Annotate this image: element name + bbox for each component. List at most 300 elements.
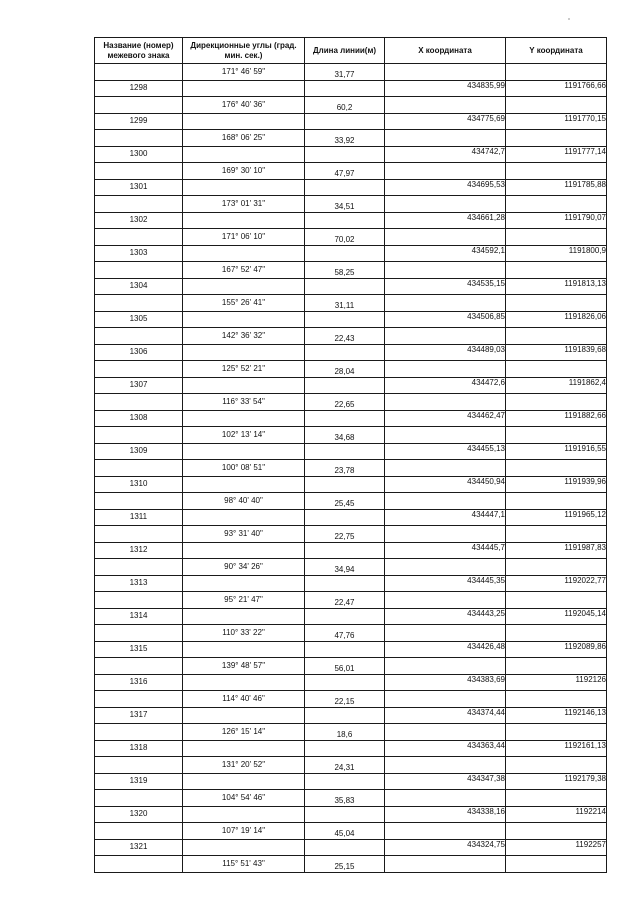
segment-row [95,592,607,609]
segment-angle: 100° 08' 51" [183,460,305,477]
mark-angle-cell [183,179,305,196]
mark-name: 1302 [95,212,183,229]
segment-name-cell [95,64,183,81]
segment-length: 34,94 [305,559,385,576]
segment-x-cell [385,130,506,147]
mark-length-cell [305,146,385,163]
mark-y: 1192146,13 [506,707,607,724]
header-y: Y координата [506,38,607,64]
segment-row [95,130,607,147]
mark-y: 1191766,66 [506,80,607,97]
mark-length-cell [305,443,385,460]
segment-x-cell [385,163,506,180]
segment-x-cell [385,394,506,411]
mark-row [95,740,607,757]
mark-row [95,212,607,229]
mark-length-cell [305,377,385,394]
segment-row [95,229,607,246]
segment-length: 24,31 [305,757,385,774]
segment-angle: 107° 19' 14" [183,823,305,840]
segment-x-cell [385,724,506,741]
mark-length-cell [305,179,385,196]
mark-angle-cell [183,641,305,658]
segment-x-cell [385,295,506,312]
mark-angle-cell [183,773,305,790]
segment-y-cell [506,493,607,510]
scan-speck [568,18,570,20]
segment-row [95,295,607,312]
segment-angle: 139° 48' 57" [183,658,305,675]
mark-row [95,674,607,691]
segment-x-cell [385,592,506,609]
mark-length-cell [305,278,385,295]
segment-x-cell [385,427,506,444]
segment-angle: 126° 15' 14" [183,724,305,741]
segment-y-cell [506,526,607,543]
segment-name-cell [95,823,183,840]
mark-length-cell [305,773,385,790]
segment-name-cell [95,262,183,279]
mark-angle-cell [183,311,305,328]
mark-angle-cell [183,839,305,856]
segment-row [95,97,607,114]
segment-angle: 98° 40' 40" [183,493,305,510]
header-angles: Дирекционные углы (град. мин. сек.) [183,38,305,64]
segment-x-cell [385,625,506,642]
segment-angle: 110° 33' 22" [183,625,305,642]
mark-y: 1191939,96 [506,476,607,493]
mark-length-cell [305,674,385,691]
mark-name: 1305 [95,311,183,328]
segment-y-cell [506,856,607,873]
mark-row [95,707,607,724]
mark-x: 434363,44 [385,740,506,757]
segment-angle: 176° 40' 36" [183,97,305,114]
mark-y: 1191770,15 [506,113,607,130]
boundary-marks-table [94,37,607,873]
segment-angle: 114° 40' 46" [183,691,305,708]
mark-name: 1298 [95,80,183,97]
segment-y-cell [506,262,607,279]
mark-row [95,146,607,163]
segment-row [95,196,607,213]
mark-row [95,542,607,559]
mark-row [95,377,607,394]
mark-name: 1312 [95,542,183,559]
segment-x-cell [385,658,506,675]
mark-x: 434472,6 [385,377,506,394]
mark-x: 434661,28 [385,212,506,229]
segment-length: 22,15 [305,691,385,708]
mark-x: 434447,1 [385,509,506,526]
mark-row [95,344,607,361]
segment-row [95,361,607,378]
coordinates-sheet [94,37,606,873]
segment-row [95,625,607,642]
mark-name: 1314 [95,608,183,625]
mark-row [95,245,607,262]
mark-angle-cell [183,410,305,427]
segment-row [95,262,607,279]
mark-length-cell [305,80,385,97]
segment-y-cell [506,559,607,576]
segment-name-cell [95,493,183,510]
segment-angle: 95° 21' 47" [183,592,305,609]
mark-row [95,641,607,658]
mark-length-cell [305,509,385,526]
mark-row [95,575,607,592]
mark-name: 1307 [95,377,183,394]
segment-y-cell [506,394,607,411]
mark-name: 1317 [95,707,183,724]
segment-x-cell [385,64,506,81]
segment-y-cell [506,823,607,840]
mark-y: 1192179,38 [506,773,607,790]
segment-length: 31,77 [305,64,385,81]
segment-row [95,823,607,840]
mark-y: 1192257 [506,839,607,856]
header-name: Название (номер) межевого знака [95,38,183,64]
segment-name-cell [95,625,183,642]
mark-row [95,113,607,130]
segment-name-cell [95,361,183,378]
segment-y-cell [506,592,607,609]
mark-name: 1310 [95,476,183,493]
segment-y-cell [506,361,607,378]
segment-y-cell [506,757,607,774]
mark-length-cell [305,839,385,856]
mark-angle-cell [183,377,305,394]
segment-x-cell [385,262,506,279]
segment-row [95,691,607,708]
mark-y: 1191826,06 [506,311,607,328]
mark-row [95,806,607,823]
mark-angle-cell [183,674,305,691]
segment-length: 45,04 [305,823,385,840]
mark-name: 1311 [95,509,183,526]
segment-length: 25,45 [305,493,385,510]
segment-length: 47,97 [305,163,385,180]
mark-y: 1191785,88 [506,179,607,196]
segment-length: 56,01 [305,658,385,675]
segment-row [95,427,607,444]
mark-length-cell [305,575,385,592]
mark-x: 434695,53 [385,179,506,196]
mark-x: 434324,75 [385,839,506,856]
table-header-row [95,38,607,64]
mark-y: 1191777,14 [506,146,607,163]
mark-angle-cell [183,245,305,262]
mark-name: 1299 [95,113,183,130]
mark-x: 434443,25 [385,608,506,625]
mark-angle-cell [183,443,305,460]
segment-name-cell [95,856,183,873]
mark-row [95,608,607,625]
segment-name-cell [95,757,183,774]
mark-name: 1321 [95,839,183,856]
segment-length: 22,75 [305,526,385,543]
segment-angle: 102° 13' 14" [183,427,305,444]
mark-name: 1303 [95,245,183,262]
segment-row [95,394,607,411]
mark-name: 1308 [95,410,183,427]
mark-y: 1191882,66 [506,410,607,427]
mark-length-cell [305,410,385,427]
mark-name: 1309 [95,443,183,460]
mark-y: 1191790,07 [506,212,607,229]
mark-angle-cell [183,542,305,559]
mark-length-cell [305,641,385,658]
segment-length: 33,92 [305,130,385,147]
segment-name-cell [95,526,183,543]
mark-length-cell [305,476,385,493]
segment-length: 34,68 [305,427,385,444]
segment-name-cell [95,658,183,675]
segment-angle: 93° 31' 40" [183,526,305,543]
segment-y-cell [506,130,607,147]
mark-name: 1300 [95,146,183,163]
mark-length-cell [305,542,385,559]
segment-row [95,856,607,873]
mark-y: 1191965,12 [506,509,607,526]
segment-angle: 115° 51' 43" [183,856,305,873]
segment-angle: 90° 34' 26" [183,559,305,576]
segment-row [95,64,607,81]
mark-length-cell [305,245,385,262]
segment-y-cell [506,427,607,444]
mark-angle-cell [183,575,305,592]
mark-angle-cell [183,146,305,163]
segment-name-cell [95,97,183,114]
mark-y: 1192089,86 [506,641,607,658]
segment-length: 22,47 [305,592,385,609]
mark-y: 1191916,55 [506,443,607,460]
mark-name: 1301 [95,179,183,196]
segment-x-cell [385,328,506,345]
mark-length-cell [305,806,385,823]
mark-angle-cell [183,476,305,493]
segment-x-cell [385,856,506,873]
mark-name: 1318 [95,740,183,757]
segment-y-cell [506,163,607,180]
mark-row [95,80,607,97]
segment-angle: 104° 54' 46" [183,790,305,807]
mark-x: 434775,69 [385,113,506,130]
mark-x: 434506,85 [385,311,506,328]
segment-name-cell [95,724,183,741]
mark-row [95,839,607,856]
segment-angle: 169° 30' 10" [183,163,305,180]
mark-x: 434338,16 [385,806,506,823]
mark-y: 1191813,13 [506,278,607,295]
segment-name-cell [95,328,183,345]
mark-length-cell [305,212,385,229]
segment-angle: 131° 20' 52" [183,757,305,774]
mark-angle-cell [183,707,305,724]
mark-length-cell [305,344,385,361]
segment-length: 22,65 [305,394,385,411]
segment-angle: 142° 36' 32" [183,328,305,345]
mark-angle-cell [183,344,305,361]
mark-y: 1191862,4 [506,377,607,394]
mark-angle-cell [183,608,305,625]
mark-row [95,443,607,460]
segment-angle: 155° 26' 41" [183,295,305,312]
segment-row [95,658,607,675]
segment-y-cell [506,64,607,81]
segment-length: 22,43 [305,328,385,345]
mark-angle-cell [183,509,305,526]
mark-x: 434455,13 [385,443,506,460]
segment-length: 70,02 [305,229,385,246]
segment-length: 58,25 [305,262,385,279]
mark-length-cell [305,707,385,724]
segment-name-cell [95,229,183,246]
segment-length: 34,51 [305,196,385,213]
mark-angle-cell [183,80,305,97]
segment-name-cell [95,130,183,147]
mark-name: 1304 [95,278,183,295]
segment-x-cell [385,97,506,114]
mark-x: 434835,99 [385,80,506,97]
segment-x-cell [385,691,506,708]
mark-name: 1315 [95,641,183,658]
segment-row [95,460,607,477]
segment-length: 23,78 [305,460,385,477]
mark-x: 434383,69 [385,674,506,691]
segment-name-cell [95,394,183,411]
segment-name-cell [95,790,183,807]
mark-length-cell [305,113,385,130]
mark-x: 434450,94 [385,476,506,493]
segment-x-cell [385,559,506,576]
segment-x-cell [385,196,506,213]
mark-row [95,509,607,526]
segment-row [95,559,607,576]
mark-angle-cell [183,212,305,229]
segment-length: 18,6 [305,724,385,741]
segment-y-cell [506,691,607,708]
segment-name-cell [95,460,183,477]
mark-y: 1192126 [506,674,607,691]
mark-name: 1313 [95,575,183,592]
mark-row [95,773,607,790]
mark-x: 434426,48 [385,641,506,658]
mark-x: 434592,1 [385,245,506,262]
mark-name: 1316 [95,674,183,691]
segment-row [95,790,607,807]
segment-angle: 171° 46' 59" [183,64,305,81]
mark-angle-cell [183,806,305,823]
mark-y: 1191987,83 [506,542,607,559]
segment-row [95,526,607,543]
segment-y-cell [506,460,607,477]
mark-row [95,311,607,328]
segment-y-cell [506,658,607,675]
mark-name: 1320 [95,806,183,823]
segment-length: 47,76 [305,625,385,642]
segment-length: 25,15 [305,856,385,873]
segment-row [95,493,607,510]
segment-row [95,757,607,774]
segment-y-cell [506,229,607,246]
mark-angle-cell [183,113,305,130]
segment-name-cell [95,427,183,444]
segment-name-cell [95,559,183,576]
mark-length-cell [305,311,385,328]
mark-name: 1306 [95,344,183,361]
mark-x: 434445,35 [385,575,506,592]
mark-row [95,179,607,196]
segment-name-cell [95,295,183,312]
mark-name: 1319 [95,773,183,790]
mark-length-cell [305,608,385,625]
segment-x-cell [385,493,506,510]
segment-x-cell [385,229,506,246]
segment-length: 60,2 [305,97,385,114]
segment-name-cell [95,691,183,708]
table-body [95,64,607,873]
mark-length-cell [305,740,385,757]
segment-name-cell [95,196,183,213]
segment-length: 35,83 [305,790,385,807]
header-length: Длина линии(м) [305,38,385,64]
mark-y: 1191800,9 [506,245,607,262]
mark-angle-cell [183,278,305,295]
segment-name-cell [95,592,183,609]
segment-angle: 167° 52' 47" [183,262,305,279]
mark-y: 1192045,14 [506,608,607,625]
segment-x-cell [385,757,506,774]
segment-y-cell [506,790,607,807]
mark-y: 1192161,13 [506,740,607,757]
mark-x: 434742,7 [385,146,506,163]
segment-angle: 116° 33' 54" [183,394,305,411]
segment-angle: 125° 52' 21" [183,361,305,378]
mark-y: 1192214 [506,806,607,823]
segment-y-cell [506,328,607,345]
segment-y-cell [506,295,607,312]
mark-x: 434535,15 [385,278,506,295]
segment-x-cell [385,790,506,807]
mark-x: 434374,44 [385,707,506,724]
segment-angle: 168° 06' 25" [183,130,305,147]
segment-angle: 171° 06' 10" [183,229,305,246]
segment-y-cell [506,97,607,114]
mark-y: 1191839,68 [506,344,607,361]
mark-row [95,278,607,295]
segment-length: 31,11 [305,295,385,312]
mark-x: 434489,03 [385,344,506,361]
segment-y-cell [506,724,607,741]
segment-x-cell [385,361,506,378]
mark-x: 434462,47 [385,410,506,427]
header-x: X координата [385,38,506,64]
mark-angle-cell [183,740,305,757]
mark-row [95,476,607,493]
segment-angle: 173° 01' 31" [183,196,305,213]
segment-x-cell [385,526,506,543]
mark-x: 434347,38 [385,773,506,790]
segment-y-cell [506,625,607,642]
segment-row [95,163,607,180]
segment-x-cell [385,460,506,477]
segment-length: 28,04 [305,361,385,378]
segment-name-cell [95,163,183,180]
segment-y-cell [506,196,607,213]
segment-row [95,328,607,345]
mark-x: 434445,7 [385,542,506,559]
